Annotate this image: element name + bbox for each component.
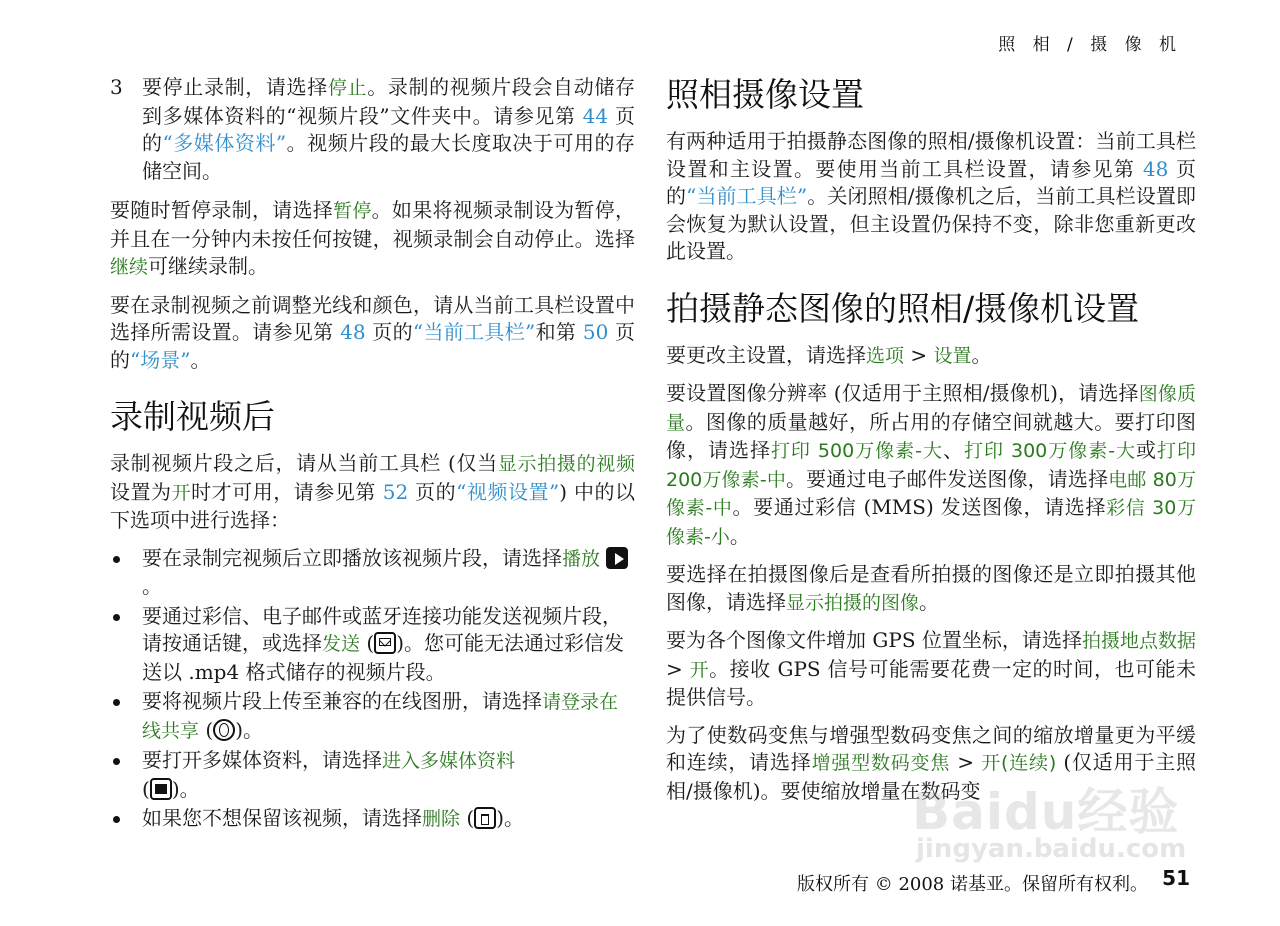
watermark-brand: Baidu经验 bbox=[912, 783, 1180, 841]
ui-term-on: 开 bbox=[689, 658, 710, 681]
ui-term-show-captured-video: 显示拍摄的视频 bbox=[497, 453, 635, 475]
heading-still-image-settings: 拍摄静态图像的照相/摄像机设置 bbox=[666, 288, 1140, 328]
list-item bbox=[110, 603, 635, 687]
link-media-gallery[interactable]: “多媒体资料” bbox=[162, 131, 287, 155]
zoom-paragraph bbox=[666, 722, 1196, 806]
intro-paragraph bbox=[666, 128, 1196, 266]
text: )。您可能无法通过彩信发送以 .mp4 格式储存的视频片段。 bbox=[142, 631, 624, 684]
text: 。 bbox=[190, 347, 211, 372]
text: 要选择在拍摄图像后是查看所拍摄的图像还是立即拍摄其他图像，请选择 bbox=[666, 562, 1196, 614]
ui-term-pause: 暂停 bbox=[333, 200, 372, 222]
text: ( bbox=[460, 806, 475, 830]
play-icon bbox=[606, 547, 628, 569]
ui-term-print-2mp: 打印 200万像素-中 bbox=[666, 440, 1197, 491]
ui-term-delete: 删除 bbox=[422, 808, 461, 830]
pause-paragraph bbox=[110, 197, 635, 282]
text: 或 bbox=[1136, 438, 1158, 462]
text: 要在录制完视频后立即播放该视频片段，请选择 bbox=[142, 545, 562, 570]
text: 页的 bbox=[666, 156, 1196, 208]
text: > bbox=[950, 750, 982, 774]
heading-after-recording: 录制视频后 bbox=[110, 397, 275, 436]
right-column bbox=[666, 74, 1196, 815]
text: 和第 bbox=[535, 320, 583, 344]
text: 时才可用，请参见第 bbox=[191, 479, 383, 504]
ui-term-print-3mp: 打印 300万像素-大 bbox=[963, 440, 1137, 462]
trash-icon bbox=[474, 807, 496, 829]
list-item bbox=[110, 805, 635, 834]
ui-term-on: 开 bbox=[171, 481, 192, 504]
watermark-url: jingyan.baidu.com bbox=[916, 834, 1187, 864]
adjust-paragraph bbox=[110, 292, 635, 375]
text: 要为各个图像文件增加 GPS 位置坐标，请选择 bbox=[666, 628, 1082, 652]
heading-camera-settings: 照相摄像设置 bbox=[666, 75, 864, 114]
text: 要在录制视频之前调整光线和颜色，请从当前工具栏设置中选择所需设置。请参见第 bbox=[110, 292, 635, 344]
link-video-settings[interactable]: “视频设置” bbox=[456, 479, 560, 504]
resolution-paragraph bbox=[666, 380, 1196, 551]
text: 、 bbox=[942, 438, 964, 462]
text: 要通过彩信、电子邮件或蓝牙连接功能发送视频片段，请按通话键，或选择 bbox=[142, 603, 622, 655]
text: (仅适用于主照相/摄像机)。要使缩放增量在数码变 bbox=[666, 750, 1196, 803]
bullet bbox=[113, 816, 120, 823]
text: 页的 bbox=[142, 103, 636, 155]
section-header: 照 相 / 摄 像 机 bbox=[998, 35, 1182, 55]
text: 录制视频片段之后，请从当前工具栏 (仅当 bbox=[110, 451, 498, 475]
text: 。要通过电子邮件发送图像，请选择 bbox=[785, 466, 1109, 491]
ui-term-stop: 停止 bbox=[327, 77, 368, 99]
gallery-icon bbox=[150, 778, 172, 800]
text: )。 bbox=[171, 776, 200, 801]
envelope-icon bbox=[374, 632, 396, 654]
ui-term-online-share: 请登录在线共享 bbox=[142, 691, 619, 742]
text: 页的 bbox=[408, 479, 457, 504]
ui-term-go-to-gallery: 进入多媒体资料 bbox=[382, 750, 516, 772]
text: 。如果将视频录制设为暂停，并且在一分钟内未按任何按键，视频录制会自动停止。选择 bbox=[110, 198, 635, 251]
ui-term-send: 发送 bbox=[322, 633, 361, 655]
ui-term-extended-digital-zoom: 增强型数码变焦 bbox=[811, 752, 951, 774]
bullet bbox=[113, 556, 120, 563]
step-3 bbox=[110, 74, 635, 185]
text: 如果您不想保留该视频，请选择 bbox=[142, 806, 422, 830]
ui-term-settings: 设置 bbox=[933, 344, 972, 367]
page-link-48[interactable]: 48 bbox=[340, 320, 366, 344]
list-item bbox=[110, 747, 635, 803]
options-list bbox=[110, 545, 635, 834]
show-captured-paragraph bbox=[666, 561, 1196, 617]
text: 要更改主设置，请选择 bbox=[666, 342, 866, 367]
ui-term-email-08mp: 电邮 80万像素-中 bbox=[666, 468, 1196, 519]
bullet bbox=[113, 758, 120, 765]
link-active-toolbar[interactable]: “当前工具栏” bbox=[686, 184, 808, 208]
page-link-48[interactable]: 48 bbox=[1142, 156, 1169, 181]
ui-term-show-captured-image: 显示拍摄的图像 bbox=[786, 591, 920, 614]
step-number: 3 bbox=[110, 75, 123, 99]
text: ) 中的以下选项中进行选择： bbox=[110, 479, 636, 532]
text: 设置为 bbox=[110, 479, 172, 504]
text: 要设置图像分辨率 (仅适用于主照相/摄像机)，请选择 bbox=[666, 381, 1139, 405]
text: 可继续录制。 bbox=[148, 254, 269, 278]
text: 。视频片段的最大长度取决于可用的存储空间。 bbox=[142, 131, 636, 183]
text: ( bbox=[199, 717, 214, 742]
text: 。 bbox=[971, 342, 992, 367]
text: 页的 bbox=[110, 320, 636, 372]
ui-term-continue: 继续 bbox=[110, 256, 149, 278]
text: ( bbox=[360, 631, 375, 655]
list-item bbox=[110, 545, 635, 601]
text: 为了使数码变焦与增强型数码变焦之间的缩放增量更为平缓和连续，请选择 bbox=[666, 722, 1196, 774]
text: 要将视频片段上传至兼容的在线图册，请选择 bbox=[142, 689, 542, 713]
text: 。要通过彩信 (MMS) 发送图像，请选择 bbox=[732, 495, 1107, 519]
left-column bbox=[110, 74, 635, 836]
text: 。图像的质量越好，所占用的存储空间就越大。要打印图像，请选择 bbox=[666, 409, 1196, 462]
text: 。 bbox=[142, 574, 162, 598]
globe-upload-icon bbox=[213, 719, 235, 741]
page-link-50[interactable]: 50 bbox=[582, 320, 609, 344]
ui-term-play: 播放 bbox=[562, 547, 601, 570]
text: )。 bbox=[235, 717, 263, 742]
ui-term-options: 选项 bbox=[866, 344, 905, 367]
after-intro-paragraph bbox=[110, 450, 635, 535]
text: 。录制的视频片段会自动储存到多媒体资料的“视频片段”文件夹中。请参见第 bbox=[142, 75, 636, 128]
gps-paragraph bbox=[666, 627, 1196, 712]
page-link-52[interactable]: 52 bbox=[382, 479, 409, 504]
ui-term-mms-03mp: 彩信 30万像素-小 bbox=[666, 497, 1196, 548]
text: 要随时暂停录制，请选择 bbox=[110, 198, 334, 222]
link-scenes[interactable]: “场景” bbox=[130, 347, 191, 372]
page-link-44[interactable]: 44 bbox=[582, 103, 609, 128]
text: 。 bbox=[729, 523, 750, 548]
text: 要停止录制，请选择 bbox=[142, 75, 328, 99]
ui-term-record-location: 拍摄地点数据 bbox=[1081, 630, 1196, 652]
text: 。关闭照相/摄像机之后，当前工具栏设置即会恢复为默认设置，但主设置仍保持不变，除非您重新更改此设置。 bbox=[666, 184, 1196, 263]
step-3-text bbox=[142, 74, 635, 185]
ui-term-image-quality: 图像质量 bbox=[666, 383, 1196, 434]
ui-term-on-continuous: 开(连续) bbox=[981, 752, 1057, 774]
ui-term-print-5mp: 打印 500万像素-大 bbox=[770, 440, 943, 462]
bullet bbox=[113, 614, 120, 621]
text: 有两种适用于拍摄静态图像的照相/摄像机设置：当前工具栏设置和主设置。要使用当前工具栏设置，请参见第 bbox=[666, 129, 1196, 181]
text: ( bbox=[142, 776, 150, 801]
main-settings-paragraph bbox=[666, 342, 1196, 371]
page-number: 51 bbox=[1162, 866, 1190, 890]
text: )。 bbox=[496, 806, 524, 830]
text: 页的 bbox=[365, 320, 413, 344]
link-active-toolbar[interactable]: “当前工具栏” bbox=[412, 320, 536, 344]
text: > bbox=[904, 342, 934, 367]
bullet bbox=[113, 699, 120, 706]
list-item bbox=[110, 688, 635, 745]
copyright-notice: 版权所有 © 2008 诺基亚。保留所有权利。 bbox=[797, 874, 1148, 895]
text: 。 bbox=[919, 589, 940, 614]
text: > bbox=[666, 656, 690, 681]
text: 。接收 GPS 信号可能需要花费一定的时间，也可能未提供信号。 bbox=[666, 656, 1196, 709]
text: 要打开多媒体资料，请选择 bbox=[142, 748, 382, 772]
